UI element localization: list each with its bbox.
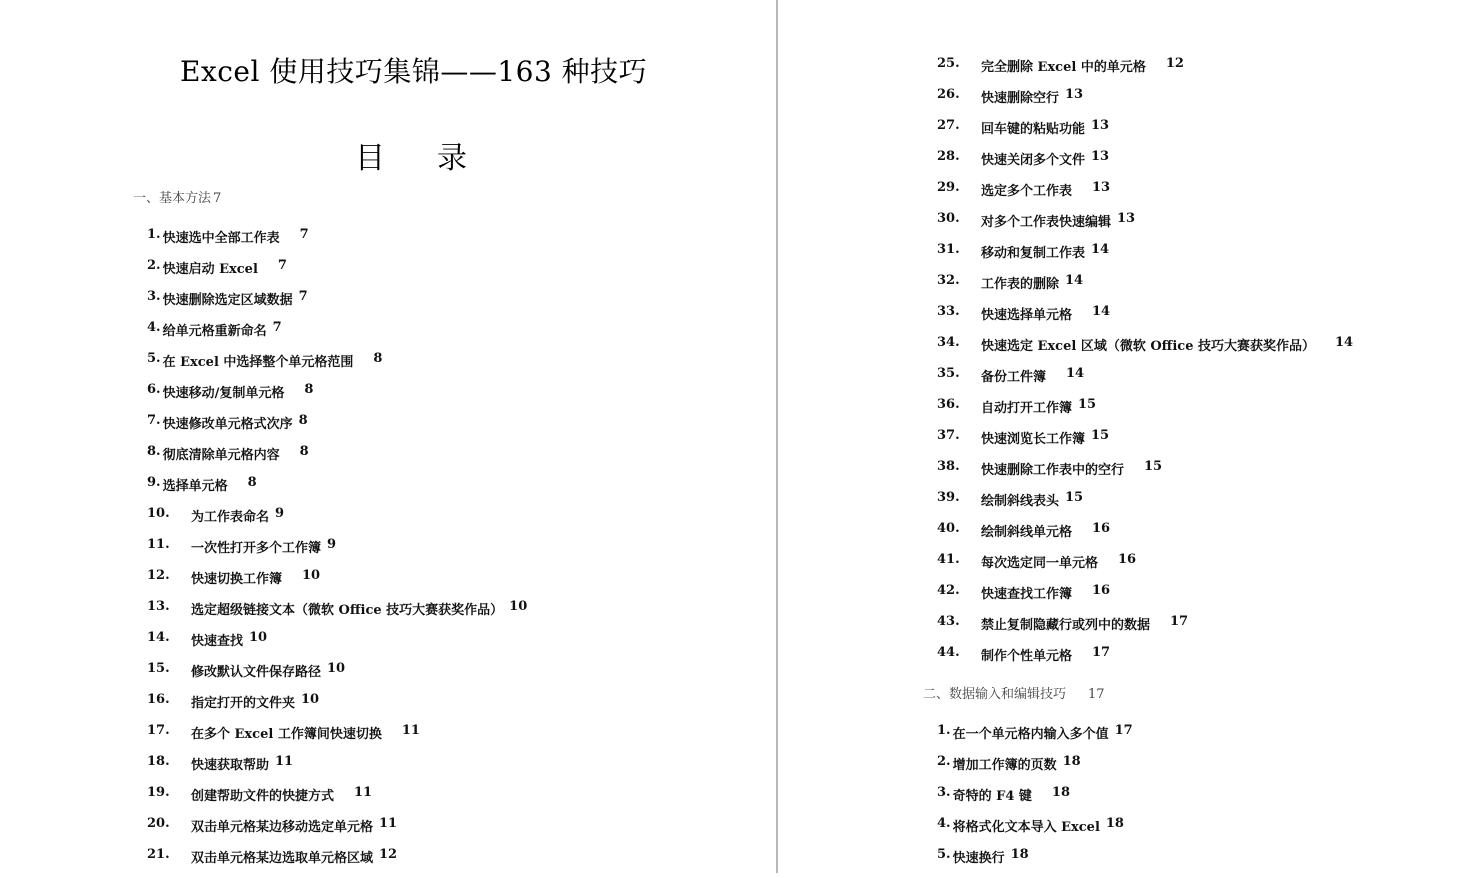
toc-entry[interactable]	[147, 537, 527, 568]
toc-entry[interactable]	[937, 366, 1353, 397]
toc-entry[interactable]	[147, 475, 382, 506]
entry-page-number: 12	[379, 847, 398, 862]
entry-number: 36.	[937, 397, 960, 412]
toc-list-right-a	[937, 56, 1353, 676]
entry-number: 4.	[147, 320, 161, 335]
entry-number: 38.	[937, 459, 960, 474]
entry-page-number: 12	[1165, 56, 1184, 71]
entry-number: 5.	[147, 351, 161, 366]
entry-title: 快速关闭多个文件	[981, 153, 1086, 168]
entry-title: 快速移动/复制单元格	[162, 386, 285, 401]
entry-number: 2.	[147, 258, 161, 273]
entry-title: 修改默认文件保存路径	[191, 665, 322, 680]
section-label: 二、数据输入和编辑技巧	[923, 687, 1067, 702]
entry-title: 创建帮助文件的快捷方式	[191, 789, 335, 804]
entry-number: 37.	[937, 428, 960, 443]
entry-page-number: 8	[299, 444, 309, 459]
entry-number: 3.	[147, 289, 161, 304]
entry-page-number: 14	[1092, 304, 1111, 319]
entry-title: 彻底清除单元格内容	[162, 448, 280, 463]
toc-entry[interactable]	[147, 320, 382, 351]
entry-title: 快速获取帮助	[191, 758, 270, 773]
entry-title: 快速启动 Excel	[162, 262, 258, 277]
toc-entry[interactable]	[147, 568, 527, 599]
entry-title: 快速浏览长工作簿	[981, 432, 1086, 447]
entry-title: 一次性打开多个工作簿	[191, 541, 322, 556]
entry-title: 快速选中全部工作表	[162, 231, 280, 246]
toc-entry[interactable]	[147, 661, 527, 692]
section-heading-basic-methods[interactable]	[133, 187, 221, 206]
entry-page-number: 8	[373, 351, 383, 366]
entry-title: 将格式化文本导入 Excel	[952, 820, 1100, 835]
toc-entry[interactable]	[937, 614, 1353, 645]
entry-number: 30.	[937, 211, 960, 226]
toc-entry[interactable]	[937, 723, 1133, 754]
entry-page-number: 13	[1117, 211, 1136, 226]
toc-entry[interactable]	[147, 506, 527, 537]
toc-entry[interactable]	[937, 847, 1133, 878]
document-title: Excel 使用技巧集锦——163 种技巧	[180, 55, 648, 88]
entry-title: 快速选定 Excel 区域（微软 Office 技巧大赛获奖作品）	[981, 339, 1316, 354]
entry-page-number: 8	[304, 382, 314, 397]
entry-title: 工作表的删除	[981, 277, 1060, 292]
entry-page-number: 7	[272, 320, 282, 335]
entry-number: 12.	[147, 568, 170, 583]
toc-entry[interactable]	[147, 351, 382, 382]
entry-page-number: 15	[1091, 428, 1110, 443]
entry-number: 31.	[937, 242, 960, 257]
entry-page-number: 10	[249, 630, 268, 645]
entry-page-number: 18	[1062, 754, 1081, 769]
entry-number: 43.	[937, 614, 960, 629]
entry-title: 选定多个工作表	[981, 184, 1073, 199]
toc-entry[interactable]	[147, 816, 527, 847]
entry-title: 快速换行	[952, 851, 1005, 866]
entry-title: 快速查找工作簿	[981, 587, 1073, 602]
section-label: 一、基本方法	[133, 191, 212, 206]
entry-page-number: 9	[327, 537, 337, 552]
entry-title: 双击单元格某边选取单元格区域	[191, 851, 374, 866]
entry-page-number: 14	[1335, 335, 1354, 350]
toc-entry[interactable]	[147, 785, 527, 816]
entry-number: 1.	[147, 227, 161, 242]
entry-title: 在一个单元格内输入多个值	[952, 727, 1109, 742]
entry-number: 11.	[147, 537, 170, 552]
entry-page-number: 15	[1078, 397, 1097, 412]
toc-entry[interactable]	[937, 459, 1353, 490]
entry-page-number: 16	[1092, 583, 1111, 598]
entry-number: 7.	[147, 413, 161, 428]
entry-number: 35.	[937, 366, 960, 381]
entry-page-number: 15	[1065, 490, 1084, 505]
toc-entry[interactable]	[937, 754, 1133, 785]
toc-entry[interactable]	[937, 335, 1353, 366]
entry-title: 自动打开工作簿	[981, 401, 1073, 416]
entry-page-number: 16	[1092, 521, 1111, 536]
entry-page-number: 7	[299, 227, 309, 242]
entry-number: 25.	[937, 56, 960, 71]
entry-number: 27.	[937, 118, 960, 133]
toc-entry[interactable]	[937, 211, 1353, 242]
toc-entry[interactable]	[147, 847, 527, 878]
toc-entry[interactable]	[937, 490, 1353, 521]
entry-number: 44.	[937, 645, 960, 660]
entry-page-number: 13	[1092, 180, 1111, 195]
entry-title: 在 Excel 中选择整个单元格范围	[162, 355, 354, 370]
entry-number: 14.	[147, 630, 170, 645]
toc-list-left-a	[147, 227, 382, 506]
toc-entry[interactable]	[147, 599, 527, 630]
toc-entry[interactable]	[937, 521, 1353, 552]
entry-page-number: 14	[1066, 366, 1085, 381]
entry-number: 34.	[937, 335, 960, 350]
entry-number: 21.	[147, 847, 170, 862]
toc-entry[interactable]	[937, 397, 1353, 428]
entry-number: 39.	[937, 490, 960, 505]
entry-number: 5.	[937, 847, 951, 862]
entry-title: 双击单元格某边移动选定单元格	[191, 820, 374, 835]
entry-number: 40.	[937, 521, 960, 536]
toc-entry[interactable]	[937, 645, 1353, 676]
entry-page-number: 9	[275, 506, 285, 521]
entry-title: 选择单元格	[162, 479, 228, 494]
entry-page-number: 8	[298, 413, 308, 428]
entry-page-number: 13	[1091, 149, 1110, 164]
entry-number: 28.	[937, 149, 960, 164]
entry-page-number: 10	[327, 661, 346, 676]
toc-entry[interactable]	[147, 258, 382, 289]
entry-number: 4.	[937, 816, 951, 831]
section-page-number: 7	[213, 191, 222, 206]
entry-title: 备份工件簿	[981, 370, 1047, 385]
entry-title: 快速删除选定区域数据	[162, 293, 293, 308]
toc-entry[interactable]	[937, 583, 1353, 614]
entry-page-number: 17	[1114, 723, 1133, 738]
entry-title: 为工作表命名	[191, 510, 270, 525]
entry-title: 制作个性单元格	[981, 649, 1073, 664]
entry-page-number: 18	[1105, 816, 1124, 831]
entry-title: 禁止复制隐藏行或列中的数据	[981, 618, 1151, 633]
toc-entry[interactable]	[937, 273, 1353, 304]
toc-entry[interactable]	[937, 149, 1353, 180]
entry-page-number: 17	[1170, 614, 1189, 629]
entry-title: 快速删除空行	[981, 91, 1060, 106]
entry-number: 20.	[147, 816, 170, 831]
toc-entry[interactable]	[937, 428, 1353, 459]
toc-entry[interactable]	[937, 87, 1353, 118]
entry-number: 19.	[147, 785, 170, 800]
entry-title: 快速切换工作簿	[191, 572, 283, 587]
entry-page-number: 8	[247, 475, 257, 490]
page-divider	[776, 0, 778, 873]
entry-page-number: 18	[1010, 847, 1029, 862]
toc-heading: 目录	[355, 141, 519, 176]
toc-list-right-b	[937, 723, 1133, 878]
entry-number: 15.	[147, 661, 170, 676]
entry-title: 快速修改单元格式次序	[162, 417, 293, 432]
entry-number: 2.	[937, 754, 951, 769]
entry-page-number: 15	[1144, 459, 1163, 474]
entry-title: 对多个工作表快速编辑	[981, 215, 1112, 230]
entry-title: 移动和复制工作表	[981, 246, 1086, 261]
entry-number: 9.	[147, 475, 161, 490]
entry-number: 32.	[937, 273, 960, 288]
toc-entry[interactable]	[147, 227, 382, 258]
entry-title: 回车键的粘贴功能	[981, 122, 1086, 137]
entry-page-number: 18	[1051, 785, 1070, 800]
entry-page-number: 11	[379, 816, 398, 831]
entry-page-number: 14	[1065, 273, 1084, 288]
entry-page-number: 13	[1091, 118, 1110, 133]
toc-entry[interactable]	[937, 816, 1133, 847]
entry-page-number: 10	[302, 568, 321, 583]
entry-page-number: 13	[1065, 87, 1084, 102]
entry-number: 26.	[937, 87, 960, 102]
entry-title: 选定超级链接文本（微软 Office 技巧大赛获奖作品）	[191, 603, 504, 618]
entry-title: 增加工作簿的页数	[952, 758, 1057, 773]
toc-entry[interactable]	[147, 444, 382, 475]
entry-number: 13.	[147, 599, 170, 614]
entry-number: 6.	[147, 382, 161, 397]
toc-entry[interactable]	[937, 304, 1353, 335]
entry-page-number: 11	[275, 754, 294, 769]
entry-number: 41.	[937, 552, 960, 567]
entry-number: 42.	[937, 583, 960, 598]
section-heading-data-input[interactable]	[923, 683, 1105, 702]
entry-page-number: 16	[1118, 552, 1137, 567]
entry-number: 3.	[937, 785, 951, 800]
entry-number: 1.	[937, 723, 951, 738]
entry-page-number: 11	[354, 785, 373, 800]
entry-number: 33.	[937, 304, 960, 319]
entry-number: 17.	[147, 723, 170, 738]
entry-title: 在多个 Excel 工作簿间快速切换	[191, 727, 382, 742]
section-page-number: 17	[1088, 687, 1105, 702]
entry-title: 每次选定同一单元格	[981, 556, 1099, 571]
entry-page-number: 7	[277, 258, 287, 273]
entry-title: 指定打开的文件夹	[191, 696, 296, 711]
toc-entry[interactable]	[937, 552, 1353, 583]
entry-number: 16.	[147, 692, 170, 707]
entry-page-number: 14	[1091, 242, 1110, 257]
toc-entry[interactable]	[147, 754, 527, 785]
toc-entry[interactable]	[937, 242, 1353, 273]
entry-page-number: 10	[301, 692, 320, 707]
entry-title: 快速选择单元格	[981, 308, 1073, 323]
entry-title: 完全删除 Excel 中的单元格	[981, 60, 1146, 75]
toc-entry[interactable]	[147, 289, 382, 320]
entry-page-number: 11	[401, 723, 420, 738]
toc-entry[interactable]	[937, 56, 1353, 87]
toc-entry[interactable]	[147, 382, 382, 413]
toc-entry[interactable]	[937, 118, 1353, 149]
entry-title: 快速查找	[191, 634, 244, 649]
entry-title: 奇特的 F4 键	[952, 789, 1032, 804]
entry-page-number: 10	[509, 599, 528, 614]
entry-page-number: 17	[1092, 645, 1111, 660]
entry-number: 10.	[147, 506, 170, 521]
toc-entry[interactable]	[147, 723, 527, 754]
entry-number: 8.	[147, 444, 161, 459]
toc-entry[interactable]	[147, 630, 527, 661]
entry-title: 快速删除工作表中的空行	[981, 463, 1125, 478]
toc-entry[interactable]	[147, 413, 382, 444]
toc-list-left-b	[147, 506, 527, 878]
entry-title: 绘制斜线单元格	[981, 525, 1073, 540]
toc-entry[interactable]	[147, 692, 527, 723]
toc-entry[interactable]	[937, 785, 1133, 816]
toc-entry[interactable]	[937, 180, 1353, 211]
entry-number: 29.	[937, 180, 960, 195]
entry-number: 18.	[147, 754, 170, 769]
entry-title: 给单元格重新命名	[162, 324, 267, 339]
entry-page-number: 7	[298, 289, 308, 304]
entry-title: 绘制斜线表头	[981, 494, 1060, 509]
